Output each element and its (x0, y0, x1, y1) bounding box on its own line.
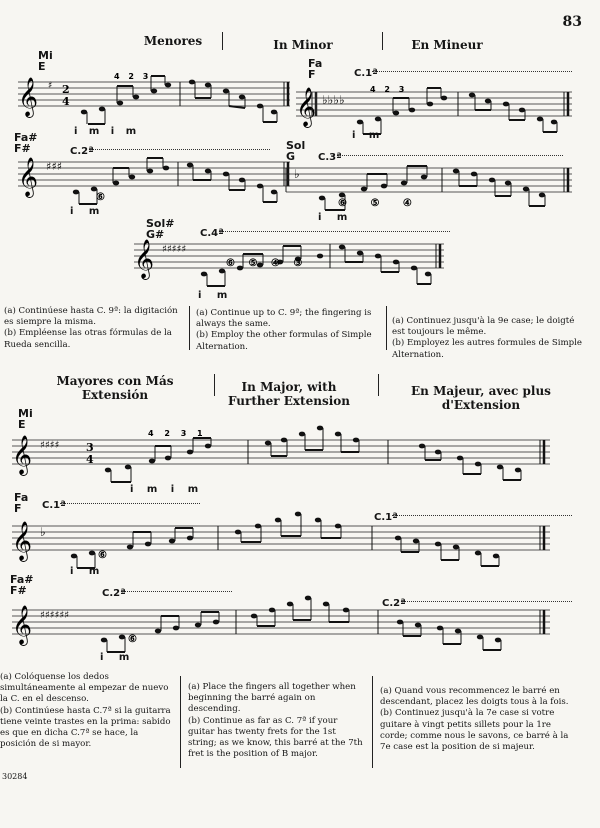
heading-divider (378, 374, 379, 396)
svg-text:3: 3 (86, 441, 94, 454)
heading-in-minor: In Minor (273, 38, 333, 52)
fingering-label: i m i m (130, 484, 199, 495)
column-divider (189, 306, 190, 350)
footnote-es: (a) Colóquense los dedos simultáneamente al empezar de nuevo la C. en el descenso. (b) Continúese hasta C.7ª si la guitarra tiene veinte trastes en la prima: sabido es que en dicha C.7ª se hace, la posición de si mayor. (0, 672, 171, 750)
svg-text:⑥: ⑥ (128, 634, 137, 645)
svg-text:⑥: ⑥ (96, 192, 105, 203)
plate-number: 30284 (2, 772, 28, 781)
svg-text:4: 4 (62, 95, 70, 108)
svg-text:4 2 3: 4 2 3 (114, 72, 149, 81)
svg-text:⑥ ⑤ ④ ③: ⑥ ⑤ ④ ③ (226, 258, 303, 269)
svg-text:𝄞: 𝄞 (296, 87, 317, 127)
column-divider (180, 676, 181, 768)
page-number: 83 (562, 14, 582, 30)
svg-text:𝄞: 𝄞 (12, 521, 33, 561)
heading-menores: Menores (143, 34, 203, 48)
heading-en-mineur: En Mineur (411, 38, 483, 52)
svg-text:𝄞: 𝄞 (18, 157, 39, 197)
svg-text:♯♯♯♯♯: ♯♯♯♯♯ (162, 244, 187, 255)
svg-text:4 2 3: 4 2 3 (370, 85, 405, 94)
svg-text:♯: ♯ (48, 81, 53, 91)
svg-text:𝄞: 𝄞 (12, 605, 33, 645)
barre-dots (220, 231, 450, 232)
footnote-fr: (a) Quand vous recommencez le barré en descendant, placez les doigts tous à la fois. (b) Continuez jusqu'à la 7e case si votre guitare à vingt petits sillets pour la 1re corde; comme nous le savons, ce barré à la 7e case est la position de si majeur. (380, 686, 569, 753)
barre-dots (372, 71, 572, 72)
barre-mark: C.1ª (374, 512, 398, 523)
svg-text:♯♯♯: ♯♯♯ (46, 160, 62, 173)
key-label: Fa# F# (14, 131, 38, 155)
barre-mark: C.1ª (42, 500, 66, 511)
footnote-es: (a) Continúese hasta C. 9ª: la digitación es siempre la misma. (b) Empléense las otras fórmulas de la Rueda sencilla. (4, 306, 178, 350)
barre-mark: C.2ª (70, 146, 94, 157)
svg-text:♯♯♯♯♯♯: ♯♯♯♯♯♯ (40, 610, 70, 621)
svg-text:⑥ ⑤ ④: ⑥ ⑤ ④ (338, 198, 412, 209)
music-staff (296, 82, 572, 142)
svg-text:♯♯♯♯: ♯♯♯♯ (40, 440, 60, 451)
footnote-fr: (a) Continuez jusqu'à la 9e case; le doigté est toujours le même. (b) Employez les autres formules de Simple Alternation. (392, 316, 582, 360)
svg-text:4: 4 (86, 453, 94, 466)
music-staff (12, 516, 550, 576)
fingering-label: i m (70, 566, 100, 577)
svg-text:4 2 3 1: 4 2 3 1 (148, 429, 203, 438)
svg-text:⑥: ⑥ (98, 550, 107, 561)
fingering-label: i m (198, 290, 228, 301)
svg-text:♭: ♭ (294, 167, 300, 181)
svg-text:𝄞: 𝄞 (12, 435, 33, 475)
barre-mark: C.2ª (102, 588, 126, 599)
barre-dots (338, 155, 563, 156)
heading-divider (382, 32, 383, 50)
key-label: Fa F (308, 57, 323, 81)
heading-divider (222, 32, 223, 50)
key-label: Fa# F# (10, 573, 34, 597)
column-divider (386, 306, 387, 350)
music-staff (286, 158, 572, 218)
music-staff (12, 430, 550, 490)
heading-mayores: Mayores con Más Extensión (56, 374, 174, 402)
key-label: Mi E (38, 49, 53, 73)
barre-dots (60, 503, 200, 504)
fingering-label: i m i m (74, 126, 137, 137)
barre-mark: C.3ª (318, 152, 342, 163)
svg-text:𝄞: 𝄞 (134, 239, 155, 279)
music-staff (12, 600, 550, 660)
barre-mark: C.2ª (382, 598, 406, 609)
music-staff (18, 72, 290, 132)
svg-text:♭: ♭ (40, 525, 46, 539)
footnote-en: (a) Continue up to C. 9ª; the fingering is always the same. (b) Employ the other formulas of Simple Alternation. (196, 308, 372, 352)
fingering-label: i m (100, 652, 130, 663)
svg-text:♭♭♭♭: ♭♭♭♭ (322, 93, 345, 107)
key-label: Fa F (14, 491, 29, 515)
fingering-label: i m (70, 206, 100, 217)
svg-text:𝄞: 𝄞 (18, 77, 39, 117)
key-label: Sol G (286, 139, 306, 163)
barre-mark: C.4ª (200, 228, 224, 239)
column-divider (372, 676, 373, 768)
music-staff (134, 234, 444, 294)
heading-in-major: In Major, with Further Extension (227, 380, 350, 408)
barre-dots (90, 149, 270, 150)
footnote-en: (a) Place the fingers all together when beginning the barré again on descending. (b) Continue as far as C. 7ª if your guitar has twenty frets for the 1st string; as we know, this barré at the 7th fret is the position of B major. (188, 682, 363, 760)
fingering-label: i m (352, 130, 380, 141)
svg-text:2: 2 (62, 83, 70, 96)
barre-mark: C.1ª (354, 68, 378, 79)
music-staff (18, 152, 290, 212)
barre-dots (122, 591, 232, 592)
heading-en-majeur: En Majeur, avec plus d'Extension (411, 384, 551, 412)
key-label: Mi E (18, 407, 33, 431)
fingering-label: i m (318, 212, 348, 223)
key-label: Sol# G# (146, 217, 175, 241)
